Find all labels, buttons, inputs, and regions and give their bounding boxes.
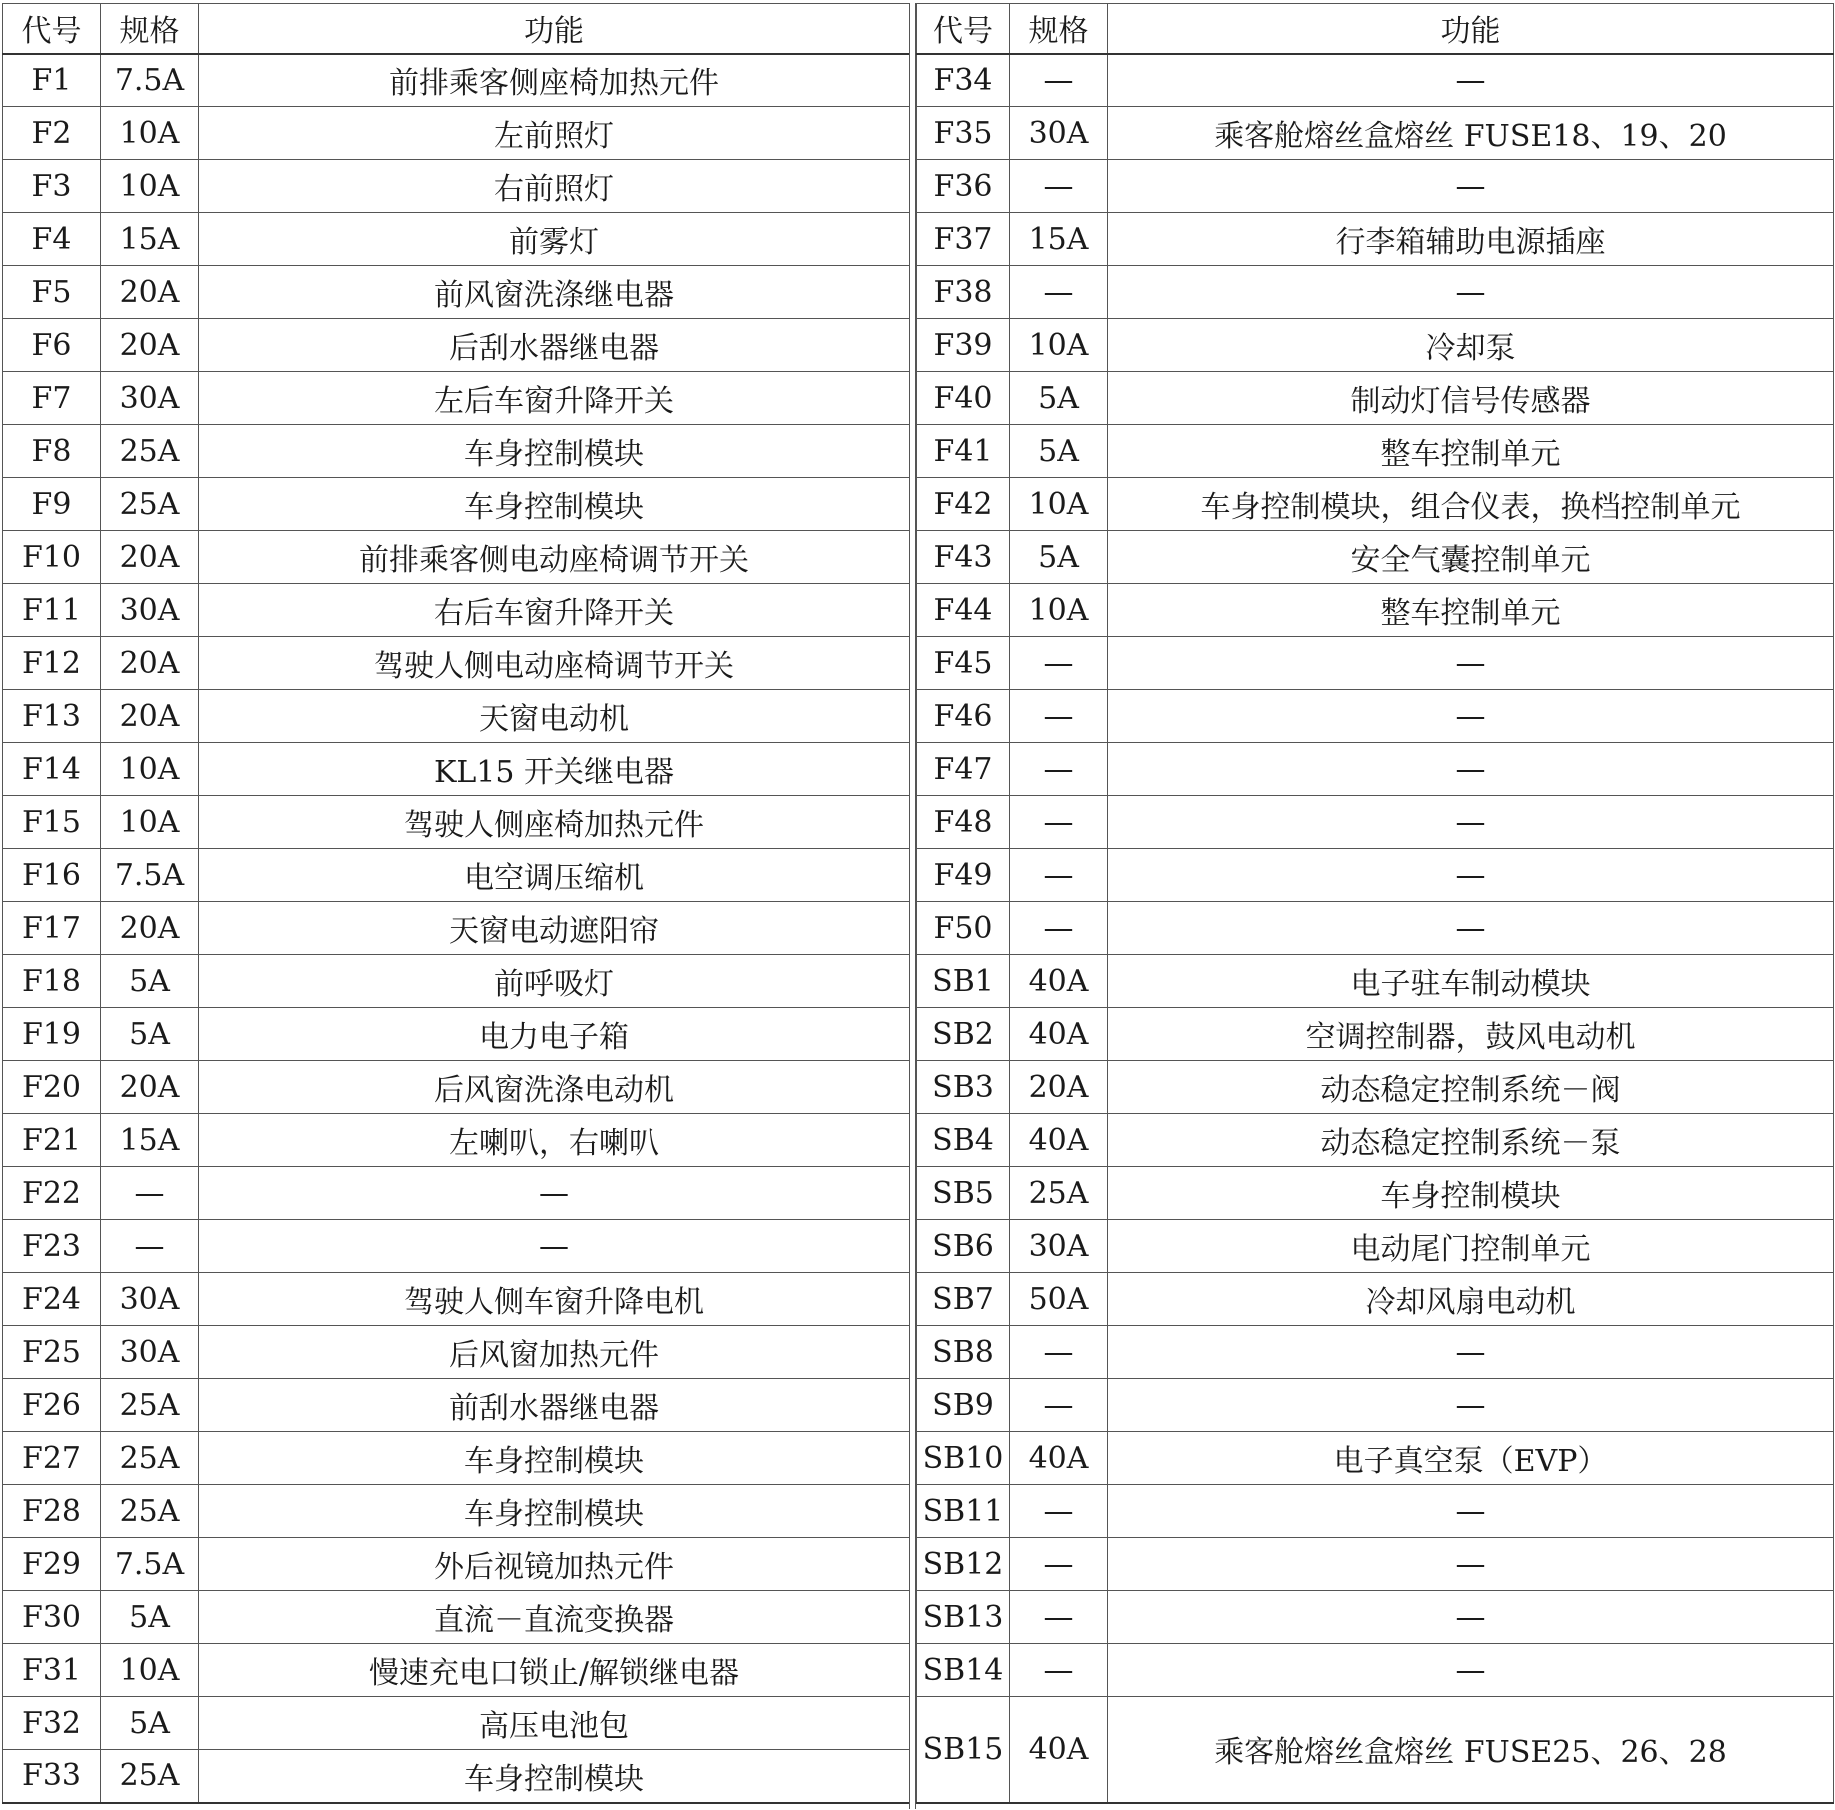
fuse-function: 前刮水器继电器 <box>199 1379 910 1432</box>
fuse-rating: 10A <box>1010 319 1108 372</box>
fuse-code: F7 <box>3 372 101 425</box>
fuse-rating: 40A <box>1010 1697 1108 1803</box>
fuse-code: F41 <box>917 425 1010 478</box>
fuse-function: — <box>1108 1591 1834 1644</box>
fuse-function: — <box>1108 160 1834 213</box>
fuse-function: 驾驶人侧车窗升降电机 <box>199 1273 910 1326</box>
fuse-table-left-body <box>3 54 910 1803</box>
fuse-function: 乘客舱熔丝盒熔丝 FUSE18、19、20 <box>1108 107 1834 160</box>
table-row <box>3 1220 910 1273</box>
table-row <box>3 213 910 266</box>
fuse-function: 后刮水器继电器 <box>199 319 910 372</box>
table-row <box>917 372 1834 425</box>
fuse-rating: — <box>101 1220 199 1273</box>
table-row <box>3 1644 910 1697</box>
fuse-code: F30 <box>3 1591 101 1644</box>
fuse-function: 车身控制模块 <box>199 1432 910 1485</box>
fuse-code: F34 <box>917 54 1010 107</box>
fuse-function: 左前照灯 <box>199 107 910 160</box>
table-row <box>917 743 1834 796</box>
table-row <box>3 584 910 637</box>
fuse-function: — <box>1108 637 1834 690</box>
fuse-rating: 40A <box>1010 1432 1108 1485</box>
fuse-function: 冷却泵 <box>1108 319 1834 372</box>
header-rating: 规格 <box>1010 4 1108 54</box>
fuse-function: 空调控制器，鼓风电动机 <box>1108 1008 1834 1061</box>
table-row <box>3 319 910 372</box>
fuse-code: F20 <box>3 1061 101 1114</box>
table-row <box>917 1220 1834 1273</box>
fuse-function: 慢速充电口锁止/解锁继电器 <box>199 1644 910 1697</box>
fuse-rating: — <box>1010 1591 1108 1644</box>
table-header-row <box>3 4 910 54</box>
fuse-code: F19 <box>3 1008 101 1061</box>
fuse-function: 制动灯信号传感器 <box>1108 372 1834 425</box>
table-row <box>3 1485 910 1538</box>
table-row <box>917 1167 1834 1220</box>
fuse-code: F4 <box>3 213 101 266</box>
table-row <box>3 160 910 213</box>
fuse-code: F46 <box>917 690 1010 743</box>
fuse-code: F38 <box>917 266 1010 319</box>
fuse-code: F26 <box>3 1379 101 1432</box>
fuse-rating: 25A <box>101 1750 199 1803</box>
table-row <box>917 1008 1834 1061</box>
fuse-code: F28 <box>3 1485 101 1538</box>
fuse-rating: 10A <box>101 107 199 160</box>
fuse-function: — <box>1108 1485 1834 1538</box>
table-row <box>3 1273 910 1326</box>
fuse-rating: 7.5A <box>101 849 199 902</box>
fuse-code: F37 <box>917 213 1010 266</box>
table-row <box>917 531 1834 584</box>
table-row <box>917 1485 1834 1538</box>
fuse-code: F16 <box>3 849 101 902</box>
table-row <box>917 1538 1834 1591</box>
fuse-function: 安全气囊控制单元 <box>1108 531 1834 584</box>
fuse-code: F24 <box>3 1273 101 1326</box>
fuse-function: 车身控制模块 <box>1108 1167 1834 1220</box>
table-row <box>3 1326 910 1379</box>
fuse-table-right <box>916 3 1834 1804</box>
fuse-rating: 20A <box>101 902 199 955</box>
fuse-rating: 5A <box>1010 372 1108 425</box>
table-row <box>3 372 910 425</box>
column-divider <box>909 3 916 1809</box>
table-row <box>3 743 910 796</box>
fuse-rating: 15A <box>1010 213 1108 266</box>
fuse-function: 外后视镜加热元件 <box>199 1538 910 1591</box>
fuse-function: KL15 开关继电器 <box>199 743 910 796</box>
fuse-code: F2 <box>3 107 101 160</box>
header-function: 功能 <box>1108 4 1834 54</box>
fuse-code: F44 <box>917 584 1010 637</box>
fuse-function: 后风窗洗涤电动机 <box>199 1061 910 1114</box>
fuse-function: 天窗电动机 <box>199 690 910 743</box>
fuse-function: — <box>199 1167 910 1220</box>
fuse-code: F48 <box>917 796 1010 849</box>
fuse-code: F32 <box>3 1697 101 1750</box>
table-row <box>3 478 910 531</box>
fuse-rating: — <box>1010 796 1108 849</box>
fuse-rating: — <box>1010 637 1108 690</box>
fuse-rating: 30A <box>101 584 199 637</box>
fuse-function: 后风窗加热元件 <box>199 1326 910 1379</box>
fuse-function: 车身控制模块 <box>199 1485 910 1538</box>
fuse-code: SB3 <box>917 1061 1010 1114</box>
table-row <box>3 955 910 1008</box>
fuse-function: 行李箱辅助电源插座 <box>1108 213 1834 266</box>
table-row <box>917 1432 1834 1485</box>
table-row <box>917 1591 1834 1644</box>
fuse-rating: — <box>1010 849 1108 902</box>
table-row <box>3 425 910 478</box>
fuse-rating: 25A <box>101 478 199 531</box>
fuse-table-left <box>2 3 910 1804</box>
table-row <box>917 1644 1834 1697</box>
fuse-function: 右前照灯 <box>199 160 910 213</box>
fuse-code: F40 <box>917 372 1010 425</box>
table-row <box>3 690 910 743</box>
table-row <box>3 1167 910 1220</box>
fuse-code: SB13 <box>917 1591 1010 1644</box>
table-row <box>3 1379 910 1432</box>
fuse-function: — <box>1108 743 1834 796</box>
fuse-rating: 20A <box>101 1061 199 1114</box>
fuse-code: F31 <box>3 1644 101 1697</box>
table-row <box>917 266 1834 319</box>
fuse-rating: 30A <box>1010 107 1108 160</box>
fuse-code: SB8 <box>917 1326 1010 1379</box>
fuse-function: — <box>1108 796 1834 849</box>
fuse-rating: 5A <box>1010 425 1108 478</box>
fuse-rating: — <box>1010 54 1108 107</box>
fuse-function: 前风窗洗涤继电器 <box>199 266 910 319</box>
fuse-function: 车身控制模块 <box>199 1750 910 1803</box>
table-row <box>3 1114 910 1167</box>
fuse-function: 左喇叭，右喇叭 <box>199 1114 910 1167</box>
table-row <box>917 54 1834 107</box>
fuse-function: 车身控制模块，组合仪表，换档控制单元 <box>1108 478 1834 531</box>
fuse-function: 乘客舱熔丝盒熔丝 FUSE25、26、28 <box>1108 1697 1834 1803</box>
fuse-function: 右后车窗升降开关 <box>199 584 910 637</box>
table-row <box>3 849 910 902</box>
fuse-function: 直流－直流变换器 <box>199 1591 910 1644</box>
fuse-rating: — <box>1010 1644 1108 1697</box>
fuse-rating: 30A <box>101 1326 199 1379</box>
header-rating: 规格 <box>101 4 199 54</box>
fuse-function: 前排乘客侧座椅加热元件 <box>199 54 910 107</box>
table-row <box>917 1061 1834 1114</box>
table-row <box>917 849 1834 902</box>
fuse-code: SB11 <box>917 1485 1010 1538</box>
table-row <box>917 160 1834 213</box>
fuse-function: 驾驶人侧电动座椅调节开关 <box>199 637 910 690</box>
fuse-function: 前雾灯 <box>199 213 910 266</box>
fuse-rating: 40A <box>1010 955 1108 1008</box>
fuse-function: — <box>1108 54 1834 107</box>
table-row <box>917 584 1834 637</box>
fuse-function: 前排乘客侧电动座椅调节开关 <box>199 531 910 584</box>
table-row <box>917 637 1834 690</box>
fuse-code: F33 <box>3 1750 101 1803</box>
fuse-code: F36 <box>917 160 1010 213</box>
table-row <box>3 1591 910 1644</box>
fuse-rating: 20A <box>1010 1061 1108 1114</box>
fuse-code: SB9 <box>917 1379 1010 1432</box>
fuse-rating: 20A <box>101 266 199 319</box>
fuse-rating: — <box>1010 743 1108 796</box>
fuse-code: F12 <box>3 637 101 690</box>
fuse-code: SB4 <box>917 1114 1010 1167</box>
fuse-table-right-body <box>917 54 1834 1803</box>
fuse-code: SB5 <box>917 1167 1010 1220</box>
fuse-code: F25 <box>3 1326 101 1379</box>
table-row <box>917 107 1834 160</box>
fuse-code: F47 <box>917 743 1010 796</box>
fuse-code: F14 <box>3 743 101 796</box>
fuse-rating: 30A <box>101 372 199 425</box>
fuse-function: 整车控制单元 <box>1108 425 1834 478</box>
fuse-function: — <box>1108 902 1834 955</box>
fuse-function: 动态稳定控制系统－阀 <box>1108 1061 1834 1114</box>
fuse-rating: — <box>1010 1538 1108 1591</box>
fuse-function: — <box>1108 1644 1834 1697</box>
fuse-code: F6 <box>3 319 101 372</box>
fuse-code: SB15 <box>917 1697 1010 1803</box>
fuse-rating: 40A <box>1010 1008 1108 1061</box>
fuse-code: F11 <box>3 584 101 637</box>
header-code: 代号 <box>3 4 101 54</box>
table-header-row <box>917 4 1834 54</box>
fuse-rating: 20A <box>101 319 199 372</box>
fuse-rating: 10A <box>101 1644 199 1697</box>
fuse-rating: — <box>1010 1485 1108 1538</box>
fuse-rating: 25A <box>101 1379 199 1432</box>
fuse-code: F3 <box>3 160 101 213</box>
table-row <box>917 902 1834 955</box>
fuse-rating: 7.5A <box>101 54 199 107</box>
table-row <box>917 319 1834 372</box>
table-row <box>3 1538 910 1591</box>
fuse-rating: 25A <box>101 1485 199 1538</box>
fuse-code: SB10 <box>917 1432 1010 1485</box>
header-code: 代号 <box>917 4 1010 54</box>
fuse-rating: 10A <box>1010 584 1108 637</box>
fuse-code: F27 <box>3 1432 101 1485</box>
table-row <box>917 955 1834 1008</box>
fuse-rating: 25A <box>101 1432 199 1485</box>
fuse-function: 车身控制模块 <box>199 478 910 531</box>
fuse-code: F17 <box>3 902 101 955</box>
fuse-rating: 5A <box>1010 531 1108 584</box>
table-row <box>917 213 1834 266</box>
fuse-code: F49 <box>917 849 1010 902</box>
table-row <box>917 1379 1834 1432</box>
fuse-code: SB7 <box>917 1273 1010 1326</box>
fuse-function: 动态稳定控制系统－泵 <box>1108 1114 1834 1167</box>
fuse-rating: 40A <box>1010 1114 1108 1167</box>
table-row <box>3 1061 910 1114</box>
fuse-function: — <box>1108 1538 1834 1591</box>
fuse-function: 天窗电动遮阳帘 <box>199 902 910 955</box>
fuse-code: SB6 <box>917 1220 1010 1273</box>
fuse-rating: — <box>1010 1379 1108 1432</box>
table-row <box>917 796 1834 849</box>
fuse-function: 电动尾门控制单元 <box>1108 1220 1834 1273</box>
fuse-code: F45 <box>917 637 1010 690</box>
fuse-code: F23 <box>3 1220 101 1273</box>
table-row <box>3 531 910 584</box>
fuse-function: 前呼吸灯 <box>199 955 910 1008</box>
fuse-function: 左后车窗升降开关 <box>199 372 910 425</box>
fuse-code: F9 <box>3 478 101 531</box>
header-function: 功能 <box>199 4 910 54</box>
fuse-rating: — <box>1010 266 1108 319</box>
fuse-rating: — <box>1010 690 1108 743</box>
table-row <box>3 1008 910 1061</box>
fuse-function: — <box>199 1220 910 1273</box>
fuse-code: SB2 <box>917 1008 1010 1061</box>
fuse-rating: 20A <box>101 531 199 584</box>
fuse-code: F8 <box>3 425 101 478</box>
table-row <box>917 425 1834 478</box>
fuse-rating: 30A <box>1010 1220 1108 1273</box>
fuse-code: F18 <box>3 955 101 1008</box>
table-row <box>917 1697 1834 1803</box>
fuse-function: 冷却风扇电动机 <box>1108 1273 1834 1326</box>
fuse-rating: — <box>1010 160 1108 213</box>
fuse-code: SB1 <box>917 955 1010 1008</box>
fuse-function: — <box>1108 849 1834 902</box>
table-row <box>3 107 910 160</box>
fuse-function: 电子驻车制动模块 <box>1108 955 1834 1008</box>
table-row <box>917 1273 1834 1326</box>
fuse-rating: 20A <box>101 637 199 690</box>
fuse-rating: 5A <box>101 1591 199 1644</box>
table-row <box>3 1432 910 1485</box>
fuse-function: — <box>1108 1379 1834 1432</box>
table-row <box>3 1697 910 1750</box>
table-row <box>917 1326 1834 1379</box>
fuse-function: 车身控制模块 <box>199 425 910 478</box>
fuse-code: F43 <box>917 531 1010 584</box>
fuse-rating: 25A <box>101 425 199 478</box>
fuse-code: SB12 <box>917 1538 1010 1591</box>
fuse-function: — <box>1108 266 1834 319</box>
fuse-rating: 30A <box>101 1273 199 1326</box>
fuse-code: F1 <box>3 54 101 107</box>
fuse-function: 电力电子箱 <box>199 1008 910 1061</box>
fuse-rating: 10A <box>1010 478 1108 531</box>
fuse-rating: 5A <box>101 955 199 1008</box>
fuse-rating: 25A <box>1010 1167 1108 1220</box>
fuse-rating: — <box>101 1167 199 1220</box>
fuse-code: F21 <box>3 1114 101 1167</box>
fuse-function: 整车控制单元 <box>1108 584 1834 637</box>
fuse-code: F29 <box>3 1538 101 1591</box>
fuse-rating: 7.5A <box>101 1538 199 1591</box>
fuse-function: 电空调压缩机 <box>199 849 910 902</box>
fuse-rating: — <box>1010 902 1108 955</box>
fuse-rating: 15A <box>101 1114 199 1167</box>
table-row <box>3 902 910 955</box>
fuse-code: F5 <box>3 266 101 319</box>
fuse-code: F22 <box>3 1167 101 1220</box>
table-row <box>917 690 1834 743</box>
fuse-code: F10 <box>3 531 101 584</box>
fuse-rating: 15A <box>101 213 199 266</box>
fuse-code: F39 <box>917 319 1010 372</box>
table-row <box>917 1114 1834 1167</box>
fuse-code: F15 <box>3 796 101 849</box>
table-row <box>3 1750 910 1803</box>
table-row <box>3 796 910 849</box>
fuse-rating: 50A <box>1010 1273 1108 1326</box>
table-row <box>3 266 910 319</box>
fuse-function: — <box>1108 1326 1834 1379</box>
fuse-function: — <box>1108 690 1834 743</box>
fuse-rating: 5A <box>101 1008 199 1061</box>
fuse-function: 电子真空泵（EVP） <box>1108 1432 1834 1485</box>
fuse-code: F42 <box>917 478 1010 531</box>
fuse-rating: 5A <box>101 1697 199 1750</box>
fuse-code: F35 <box>917 107 1010 160</box>
table-row <box>3 54 910 107</box>
table-row <box>3 637 910 690</box>
fuse-rating: 10A <box>101 160 199 213</box>
fuse-code: F13 <box>3 690 101 743</box>
fuse-code: F50 <box>917 902 1010 955</box>
table-row <box>917 478 1834 531</box>
fuse-code: SB14 <box>917 1644 1010 1697</box>
fuse-function: 驾驶人侧座椅加热元件 <box>199 796 910 849</box>
fuse-rating: 10A <box>101 743 199 796</box>
fuse-rating: 20A <box>101 690 199 743</box>
fuse-rating: 10A <box>101 796 199 849</box>
fuse-rating: — <box>1010 1326 1108 1379</box>
fuse-function: 高压电池包 <box>199 1697 910 1750</box>
